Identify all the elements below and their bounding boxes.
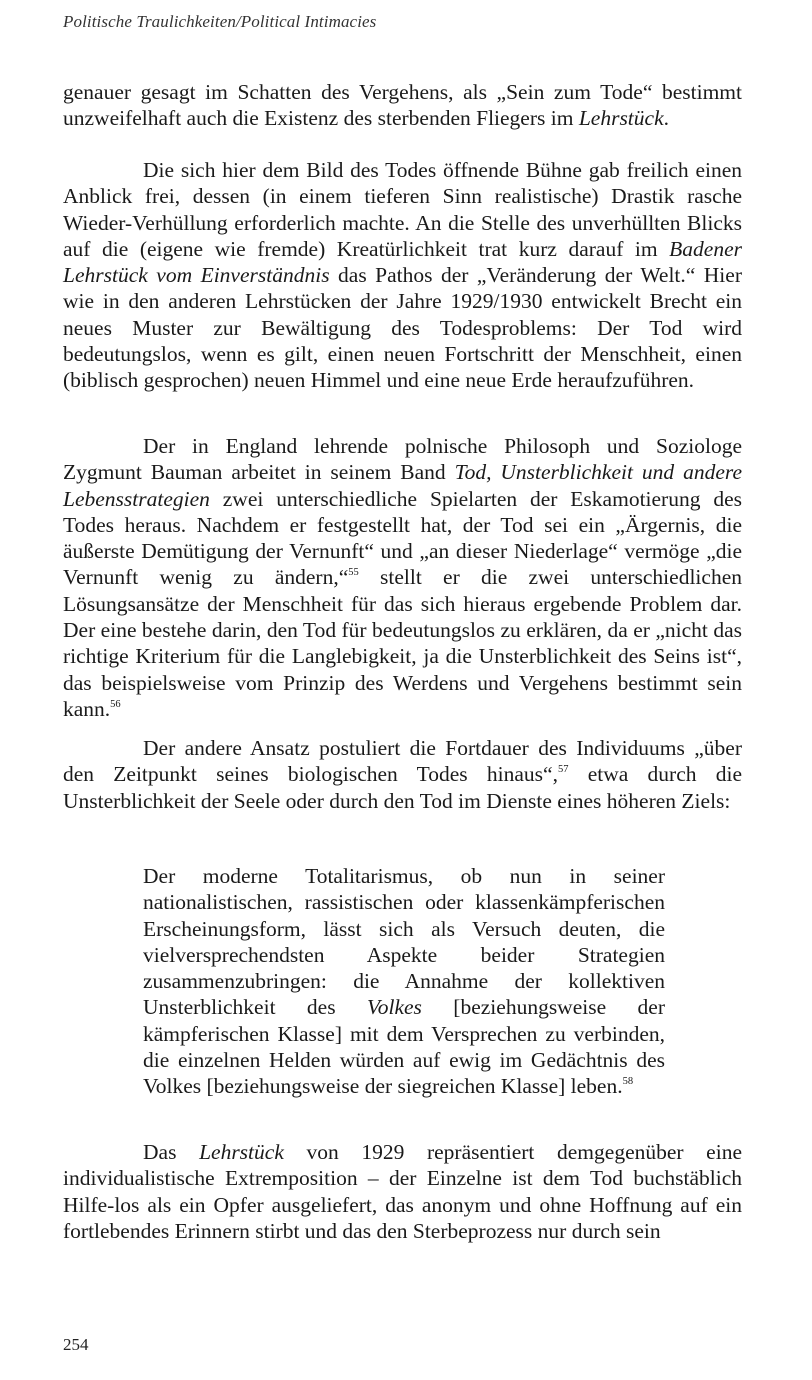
paragraph-3-text-end: stellt er die zwei unterschiedlichen Lösungsansätze der Menschheit für das sich hieraus ergebende Problem dar. Der eine bestehe darin, den Tod für bedeutungslos zu erklären, da er „nicht das richtige Kriterium für die Langlebigkeit, ja die Unsterblichkeit des Seins ist“, das beispielsweise vom Prinzip des Werdens und Vergehens bestimmt sein kann. xyxy=(63,565,742,721)
footnote-marker-55[interactable]: 55 xyxy=(348,567,359,579)
paragraph-4 xyxy=(63,735,742,814)
paragraph-5-italic: Lehrstück xyxy=(199,1140,284,1164)
paragraph-1-text: genauer gesagt im Schatten des Vergehens, als „Sein zum Tode“ bestimmt unzweifelhaft auch die Existenz des sterbenden Fliegers im xyxy=(63,80,742,131)
footnote-marker-56[interactable]: 56 xyxy=(110,698,121,710)
paragraph-5-text: Das xyxy=(143,1140,200,1164)
paragraph-4-text: Der andere Ansatz postuliert die Fortdauer des Individuums „über den Zeitpunkt seines biologischen Todes hinaus“, xyxy=(63,736,742,787)
running-head: Politische Traulichkeiten/Political Intimacies xyxy=(63,12,377,31)
block-quote xyxy=(143,863,665,1100)
paragraph-3 xyxy=(63,433,742,722)
paragraph-1 xyxy=(63,79,742,132)
footnote-marker-58[interactable]: 58 xyxy=(622,1076,634,1088)
block-quote-text: Der moderne Totalitarismus, ob nun in seiner nationalistischen, rassistischen oder klassenkämpferischen Erscheinungsform, lässt sich als Versuch deuten, die vielversprechendsten Aspekte beider Strategien zusammenzubringen: die Annahme der kollektiven Unsterblichkeit des xyxy=(143,864,665,1020)
block-quote-italic: Volkes xyxy=(366,995,422,1020)
paragraph-3-text: Der in England lehrende polnische Philosoph und Soziologe Zygmunt Bauman arbeitet in seinem Band xyxy=(63,434,742,485)
paragraph-2-italic-title: Badener Lehrstück vom Einverständnis xyxy=(63,236,742,288)
paragraph-2 xyxy=(63,157,742,394)
paragraph-3-text-mid: zwei unterschiedliche Spielarten der Eskamotierung des Todes heraus. Nachdem er festgestellt hat, der Tod sei ein „Ärgernis, die äußerste Demütigung der Vernunft“ und „an dieser Niederlage“ vermöge „die Vernunft wenig zu ändern,“ xyxy=(63,486,742,590)
paragraph-5-text-end: von 1929 repräsentiert demgegenüber eine individualistische Extremposition – der Einzelne ist dem Tod buchstäblich Hilfe-los als ein Opfer ausgeliefert, das anonym und ohne Hoffnung auf ein fortlebendes Erinnern stirbt und das den Sterbeprozess nur durch sein xyxy=(63,1140,742,1243)
page-number: 254 xyxy=(63,1335,89,1354)
paragraph-1-text-end: . xyxy=(663,106,669,131)
paragraph-5 xyxy=(63,1139,742,1244)
paragraph-3-italic-title: Tod, Unsterblichkeit und andere Lebensstrategien xyxy=(63,460,742,511)
footnote-marker-57[interactable]: 57 xyxy=(557,764,569,776)
paragraph-2-text-end: das Pathos der „Veränderung der Welt.“ Hier wie in den anderen Lehrstücken der Jahre 1929/1930 entwickelt Brecht ein neues Muster zur Bewältigung des Todesproblems: Der Tod wird bedeutungslos, wenn es gilt, einen neuen Fortschritt der Menschheit, einen (biblisch gesprochen) neuen Himmel und eine neue Erde heraufzuführen. xyxy=(63,263,742,393)
paragraph-2-text: Die sich hier dem Bild des Todes öffnende Bühne gab freilich einen Anblick frei, dessen (in einem tieferen Sinn realistische) Drastik rasche Wieder-Verhüllung erforderlich machte. An die Stelle des unverhüllten Blicks auf die (eigene wie fremde) Kreatürlichkeit trat kurz darauf im xyxy=(63,158,742,261)
block-quote-text-end: [beziehungsweise der kämpferischen Klasse] mit dem Versprechen zu verbinden, die einzelnen Helden würden auf ewig im Gedächtnis des Volkes [beziehungsweise der siegreichen Klasse] leben. xyxy=(143,995,665,1099)
paragraph-4-text-end: etwa durch die Unsterblichkeit der Seele oder durch den Tod im Dienste eines höheren Ziels: xyxy=(63,762,742,813)
paragraph-1-italic: Lehrstück xyxy=(578,106,664,131)
